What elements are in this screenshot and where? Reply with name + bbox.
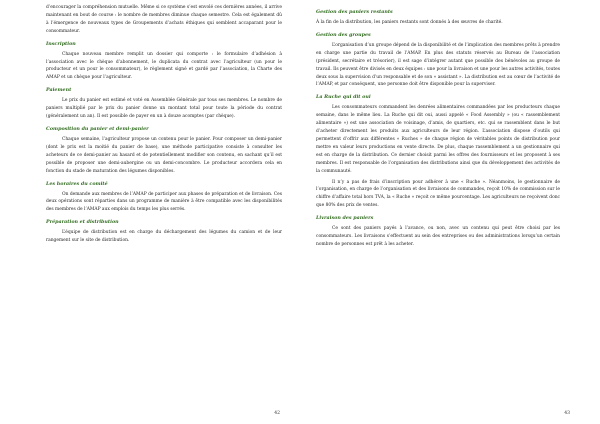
section-heading-paniers-restants: Gestion des paniers restants	[316, 9, 393, 15]
paragraph-preparation: L’équipe de distribution est en charge du déchargement des légumes du camion et de leur rangement sur le site de distribution.	[46, 230, 282, 244]
intro-paragraph: d’encourager la compréhension mutuelle. Même si ce système s’est envolé ces dernières années, il arrive maintenant en bout de course : le nombre de membres diminue chaque semestre. Cela est également dû à l’émergence de nouveaux types de Groupements d’achats éthiques qui semblent accaparant pour le consommateur.	[46, 5, 282, 34]
section-heading-inscription: Inscription	[46, 40, 76, 47]
paragraph-horaires: On demande aux membres de l’AMAP de participer aux phases de préparation et de livraison. Ces deux opérations sont réparties dans un programme de manière à être compatible avec les disponibilités des membres de l’AMAP aux emplois du temps les plus serrés.	[46, 191, 282, 213]
paragraph-composition: Chaque semaine, l’agriculteur propose un contenu pour le panier. Pour composer un demi-panier (dont le prix est la moitié du panier de base), une méthode participative consiste à consulter les acheteurs de ce demi-panier au hasard et de potentiellement modifier son contenu, en sachant qu’il est possible de proposer une demi-aubergine ou un demi-concombre. Le producteur accordera cela en fonction du stade de maturation des légumes disponibles.	[46, 136, 282, 174]
right-page	[300, 0, 600, 424]
paragraph-paiement: Le prix du panier est estimé et voté en Assemblée Générale par tous ses membres. Le nombre de paniers multiplié par le prix du panier donne un montant total pour toute la période du contrat (généralement un an). Il est possible de payer en un à douze acomptes (par chèque).	[46, 98, 282, 120]
section-heading-paiement: Paiement	[46, 87, 72, 94]
paragraph-gestion-groupes: L’organisation d’un groupe dépend de la disponibilité et de l’implication des membres prêts à prendre en charge une partie du travail de l’AMAP. En plus des statuts réservés au Bureau de l’association (président, secrétaire et trésorier), il est sage d’intégrer autant que possible des bénévoles au groupe de travail. Ils peuvent être divisés en deux équipes : une pour la livraison et une pour les autres activités, toutes deux sous la supervision d’un responsable et de son « assistant ». La distribution est au cœur de l’activité de l’AMAP, et par conséquent, une personne doit être disponible pour la superviser.	[316, 42, 560, 88]
section-heading-gestion-groupes: Gestion des groupes	[316, 31, 371, 38]
section-heading-composition: Composition du panier et demi-panier	[46, 125, 149, 132]
page-number: 43	[564, 411, 570, 416]
paragraph-ruche-2: Il n’y a pas de frais d’inscription pour adhérer à une « Ruche ». Néanmoins, le gestionnaire de l’organisation, en charge de l’organisation et des livraisons de commandes, reçoit 10% de commission sur le chiffre d’affaire total hors TVA, la « Ruche » reçoit ce même pourcentage. Les agriculteurs ne reçoivent donc que 80% des prix de ventes.	[316, 179, 560, 209]
section-heading-preparation: Préparation et distribution	[46, 219, 119, 226]
paragraph-inscription: Chaque nouveau membre remplit un dossier qui comporte : le formulaire d’adhésion à l’association avec le chèque d’abonnement, le duplicata du contrat avec l’agriculteur (un pour le producteur et un pour le consommateur), le règlement signé et gardé par l’association, la Charte des AMAP et un chèque pour l’agriculteur.	[46, 51, 282, 81]
paragraph-livraison: Ce sont des paniers payés à l’avance, ou non, avec un contenu qui peut être choisi par les consommateurs. Les livraisons s’effectuent au sein des entreprises ou des administrations lorsqu’un certain nombre de personnes est prêt à les acheter.	[316, 226, 560, 247]
section-heading-livraison: Livraison des paniers	[316, 215, 374, 222]
section-heading-ruche: La Ruche qui dit oui	[316, 94, 371, 101]
paragraph-paniers-restants: À la fin de la distribution, les paniers restants sont donnés à des œuvres de charité.	[316, 20, 503, 25]
page-number: 42	[274, 411, 280, 416]
paragraph-ruche-1: Les consommateurs commandent les denrées alimentaires commandées par les producteurs chaque semaine, dans le même lieu. La Ruche qui dit oui, aussi appelé « Food Assembly » (ou « rassemblement alimentaire ») est une association de voisinage, d’amis, de quartiers, etc. qui se rassemblent dans le but d’acheter directement les produits aux agriculteurs de leur région. L’association dispose d’outils qui permettent d’offrir aux différentes « Ruches » de chaque région de véritables points de distribution pour mettre en valeur leurs productions en vente directe. De plus, chaque rassemblement a un gestionnaire qui est en charge de la distribution. Ce dernier choisit parmi les offres des fournisseurs et les proposent à ses membres. Il est responsable de l’organisation des distributions ainsi que du développement des activités de la communauté.	[316, 105, 560, 174]
section-heading-horaires: Les horaires du comité	[46, 180, 108, 187]
